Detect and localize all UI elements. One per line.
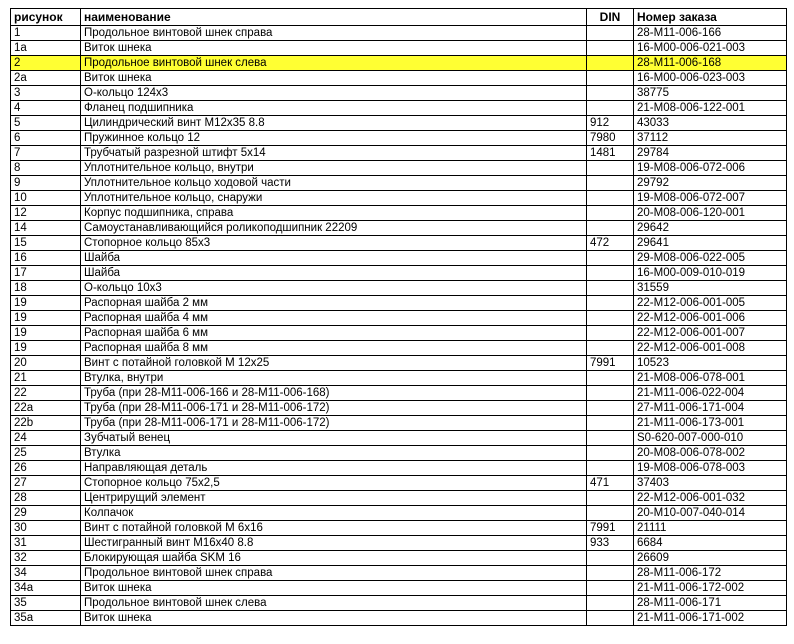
cell-figure: 2a <box>11 71 81 86</box>
cell-figure: 27 <box>11 476 81 491</box>
cell-figure: 22 <box>11 386 81 401</box>
cell-figure: 24 <box>11 431 81 446</box>
cell-name: Продольное винтовой шнек слева <box>81 56 587 71</box>
cell-name: Втулка <box>81 446 587 461</box>
cell-figure: 30 <box>11 521 81 536</box>
cell-name: Винт с потайной головкой M 12x25 <box>81 356 587 371</box>
table-body <box>11 26 787 626</box>
cell-order-number: 21-M11-006-171-002 <box>634 611 787 626</box>
cell-order-number: 19-M08-006-078-003 <box>634 461 787 476</box>
cell-order-number: 20-M08-006-078-002 <box>634 446 787 461</box>
cell-name: О-кольцо 10x3 <box>81 281 587 296</box>
cell-din <box>587 401 634 416</box>
parts-list <box>10 8 786 626</box>
cell-name: Пружинное кольцо 12 <box>81 131 587 146</box>
table-row <box>11 491 787 506</box>
table-row <box>11 536 787 551</box>
cell-order-number: 22-M12-006-001-006 <box>634 311 787 326</box>
cell-name: Колпачок <box>81 506 587 521</box>
cell-order-number: 28-M11-006-171 <box>634 596 787 611</box>
table-row <box>11 521 787 536</box>
cell-order-number: 16-M00-006-023-003 <box>634 71 787 86</box>
cell-figure: 21 <box>11 371 81 386</box>
cell-din <box>587 581 634 596</box>
table-row <box>11 296 787 311</box>
cell-din <box>587 266 634 281</box>
cell-figure: 35a <box>11 611 81 626</box>
cell-name: Уплотнительное кольцо, внутри <box>81 161 587 176</box>
cell-name: Уплотнительное кольцо, снаружи <box>81 191 587 206</box>
cell-name: Шайба <box>81 251 587 266</box>
cell-order-number: 26609 <box>634 551 787 566</box>
cell-figure: 14 <box>11 221 81 236</box>
cell-din: 472 <box>587 236 634 251</box>
cell-order-number: 21-M11-006-172-002 <box>634 581 787 596</box>
table-row <box>11 581 787 596</box>
cell-order-number: 22-M12-006-001-032 <box>634 491 787 506</box>
cell-din: 7980 <box>587 131 634 146</box>
cell-figure: 19 <box>11 341 81 356</box>
table-row <box>11 176 787 191</box>
cell-figure: 12 <box>11 206 81 221</box>
cell-order-number: 22-M12-006-001-005 <box>634 296 787 311</box>
cell-name: Шестигранный винт M16x40 8.8 <box>81 536 587 551</box>
cell-din <box>587 386 634 401</box>
cell-name: Виток шнека <box>81 611 587 626</box>
cell-figure: 6 <box>11 131 81 146</box>
cell-din <box>587 341 634 356</box>
cell-figure: 8 <box>11 161 81 176</box>
cell-din <box>587 416 634 431</box>
cell-order-number: 37112 <box>634 131 787 146</box>
table-row <box>11 146 787 161</box>
cell-name: О-кольцо 124x3 <box>81 86 587 101</box>
table-row <box>11 41 787 56</box>
table-row <box>11 101 787 116</box>
cell-figure: 10 <box>11 191 81 206</box>
cell-figure: 18 <box>11 281 81 296</box>
table-row <box>11 461 787 476</box>
cell-figure: 19 <box>11 311 81 326</box>
table-row <box>11 131 787 146</box>
cell-order-number: 31559 <box>634 281 787 296</box>
cell-order-number: 19-M08-006-072-007 <box>634 191 787 206</box>
cell-name: Блокирующая шайба SKM 16 <box>81 551 587 566</box>
cell-order-number: 29641 <box>634 236 787 251</box>
cell-order-number: 29792 <box>634 176 787 191</box>
cell-figure: 1 <box>11 26 81 41</box>
table-row <box>11 236 787 251</box>
cell-order-number: 43033 <box>634 116 787 131</box>
table-row <box>11 506 787 521</box>
table-row <box>11 596 787 611</box>
table-row-highlighted <box>11 56 787 71</box>
cell-figure: 19 <box>11 296 81 311</box>
cell-order-number: 20-M08-006-120-001 <box>634 206 787 221</box>
cell-figure: 32 <box>11 551 81 566</box>
cell-order-number: 16-M00-006-021-003 <box>634 41 787 56</box>
cell-figure: 28 <box>11 491 81 506</box>
table-row <box>11 191 787 206</box>
cell-figure: 22b <box>11 416 81 431</box>
cell-order-number: 29642 <box>634 221 787 236</box>
table-row <box>11 251 787 266</box>
cell-din <box>587 251 634 266</box>
header-name: наименование <box>81 9 587 26</box>
cell-name: Виток шнека <box>81 71 587 86</box>
cell-name: Винт с потайной головкой M 6x16 <box>81 521 587 536</box>
table-header-row <box>11 9 787 26</box>
table-row <box>11 161 787 176</box>
table-row <box>11 266 787 281</box>
table-row <box>11 371 787 386</box>
cell-din <box>587 281 634 296</box>
cell-din <box>587 206 634 221</box>
cell-name: Продольное винтовой шнек справа <box>81 26 587 41</box>
table-row <box>11 26 787 41</box>
cell-din <box>587 41 634 56</box>
cell-order-number: 21-M11-006-022-004 <box>634 386 787 401</box>
cell-order-number: 28-M11-006-168 <box>634 56 787 71</box>
cell-din <box>587 221 634 236</box>
cell-order-number: 22-M12-006-001-007 <box>634 326 787 341</box>
cell-name: Распорная шайба 2 мм <box>81 296 587 311</box>
cell-din <box>587 176 634 191</box>
cell-din <box>587 506 634 521</box>
cell-din: 7991 <box>587 521 634 536</box>
cell-din: 1481 <box>587 146 634 161</box>
cell-figure: 1a <box>11 41 81 56</box>
cell-order-number: 6684 <box>634 536 787 551</box>
cell-din <box>587 71 634 86</box>
table-row <box>11 281 787 296</box>
cell-order-number: 28-M11-006-172 <box>634 566 787 581</box>
cell-din: 912 <box>587 116 634 131</box>
cell-name: Труба (при 28-M11-006-171 и 28-M11-006-172) <box>81 416 587 431</box>
cell-name: Зубчатый венец <box>81 431 587 446</box>
cell-figure: 15 <box>11 236 81 251</box>
cell-figure: 19 <box>11 326 81 341</box>
cell-figure: 20 <box>11 356 81 371</box>
cell-din: 471 <box>587 476 634 491</box>
cell-figure: 31 <box>11 536 81 551</box>
cell-order-number: 27-M11-006-171-004 <box>634 401 787 416</box>
cell-name: Самоустанавливающийся роликоподшипник 22209 <box>81 221 587 236</box>
cell-name: Цилиндрический винт M12x35 8.8 <box>81 116 587 131</box>
header-figure: рисунок <box>11 9 81 26</box>
cell-name: Центрирущий элемент <box>81 491 587 506</box>
cell-figure: 5 <box>11 116 81 131</box>
cell-name: Шайба <box>81 266 587 281</box>
table-row <box>11 566 787 581</box>
cell-name: Распорная шайба 4 мм <box>81 311 587 326</box>
cell-order-number: S0-620-007-000-010 <box>634 431 787 446</box>
cell-name: Продольное винтовой шнек справа <box>81 566 587 581</box>
cell-order-number: 21-M11-006-173-001 <box>634 416 787 431</box>
cell-figure: 34a <box>11 581 81 596</box>
parts-table <box>10 8 787 626</box>
cell-figure: 35 <box>11 596 81 611</box>
cell-order-number: 21111 <box>634 521 787 536</box>
cell-figure: 34 <box>11 566 81 581</box>
cell-din <box>587 311 634 326</box>
cell-order-number: 19-M08-006-072-006 <box>634 161 787 176</box>
cell-name: Стопорное кольцо 75x2,5 <box>81 476 587 491</box>
cell-figure: 3 <box>11 86 81 101</box>
cell-name: Труба (при 28-M11-006-166 и 28-M11-006-168) <box>81 386 587 401</box>
cell-order-number: 38775 <box>634 86 787 101</box>
cell-din: 933 <box>587 536 634 551</box>
cell-name: Фланец подшипника <box>81 101 587 116</box>
cell-figure: 7 <box>11 146 81 161</box>
cell-name: Продольное винтовой шнек слева <box>81 596 587 611</box>
cell-name: Виток шнека <box>81 41 587 56</box>
table-row <box>11 386 787 401</box>
table-row <box>11 611 787 626</box>
cell-name: Втулка, внутри <box>81 371 587 386</box>
cell-din <box>587 371 634 386</box>
cell-figure: 26 <box>11 461 81 476</box>
cell-name: Уплотнительное кольцо ходовой части <box>81 176 587 191</box>
cell-din <box>587 446 634 461</box>
table-row <box>11 311 787 326</box>
cell-name: Направляющая деталь <box>81 461 587 476</box>
cell-din <box>587 26 634 41</box>
cell-din <box>587 566 634 581</box>
cell-din <box>587 191 634 206</box>
cell-din: 7991 <box>587 356 634 371</box>
cell-name: Распорная шайба 6 мм <box>81 326 587 341</box>
cell-figure: 17 <box>11 266 81 281</box>
cell-figure: 9 <box>11 176 81 191</box>
table-row <box>11 221 787 236</box>
cell-order-number: 16-M00-009-010-019 <box>634 266 787 281</box>
cell-figure: 16 <box>11 251 81 266</box>
table-row <box>11 551 787 566</box>
cell-din <box>587 161 634 176</box>
cell-name: Корпус подшипника, справа <box>81 206 587 221</box>
table-row <box>11 401 787 416</box>
table-row <box>11 116 787 131</box>
cell-name: Труба (при 28-M11-006-171 и 28-M11-006-172) <box>81 401 587 416</box>
cell-figure: 22a <box>11 401 81 416</box>
cell-name: Виток шнека <box>81 581 587 596</box>
cell-order-number: 21-M08-006-122-001 <box>634 101 787 116</box>
table-row <box>11 86 787 101</box>
header-order-number: Номер заказа <box>634 9 787 26</box>
cell-figure: 25 <box>11 446 81 461</box>
table-row <box>11 206 787 221</box>
cell-order-number: 28-M11-006-166 <box>634 26 787 41</box>
cell-din <box>587 101 634 116</box>
table-row <box>11 326 787 341</box>
cell-name: Трубчатый разрезной штифт 5x14 <box>81 146 587 161</box>
cell-order-number: 20-M10-007-040-014 <box>634 506 787 521</box>
cell-order-number: 29784 <box>634 146 787 161</box>
cell-din <box>587 86 634 101</box>
cell-figure: 2 <box>11 56 81 71</box>
cell-din <box>587 551 634 566</box>
table-row <box>11 446 787 461</box>
cell-din <box>587 56 634 71</box>
cell-din <box>587 491 634 506</box>
header-din: DIN <box>587 9 634 26</box>
table-row <box>11 356 787 371</box>
table-row <box>11 476 787 491</box>
cell-din <box>587 461 634 476</box>
cell-order-number: 37403 <box>634 476 787 491</box>
table-row <box>11 71 787 86</box>
cell-din <box>587 326 634 341</box>
cell-name: Стопорное кольцо 85x3 <box>81 236 587 251</box>
cell-figure: 4 <box>11 101 81 116</box>
cell-order-number: 10523 <box>634 356 787 371</box>
cell-order-number: 22-M12-006-001-008 <box>634 341 787 356</box>
cell-order-number: 29-M08-006-022-005 <box>634 251 787 266</box>
cell-din <box>587 596 634 611</box>
cell-din <box>587 296 634 311</box>
cell-din <box>587 431 634 446</box>
cell-figure: 29 <box>11 506 81 521</box>
table-row <box>11 341 787 356</box>
cell-order-number: 21-M08-006-078-001 <box>634 371 787 386</box>
table-row <box>11 416 787 431</box>
cell-din <box>587 611 634 626</box>
table-row <box>11 431 787 446</box>
cell-name: Распорная шайба 8 мм <box>81 341 587 356</box>
